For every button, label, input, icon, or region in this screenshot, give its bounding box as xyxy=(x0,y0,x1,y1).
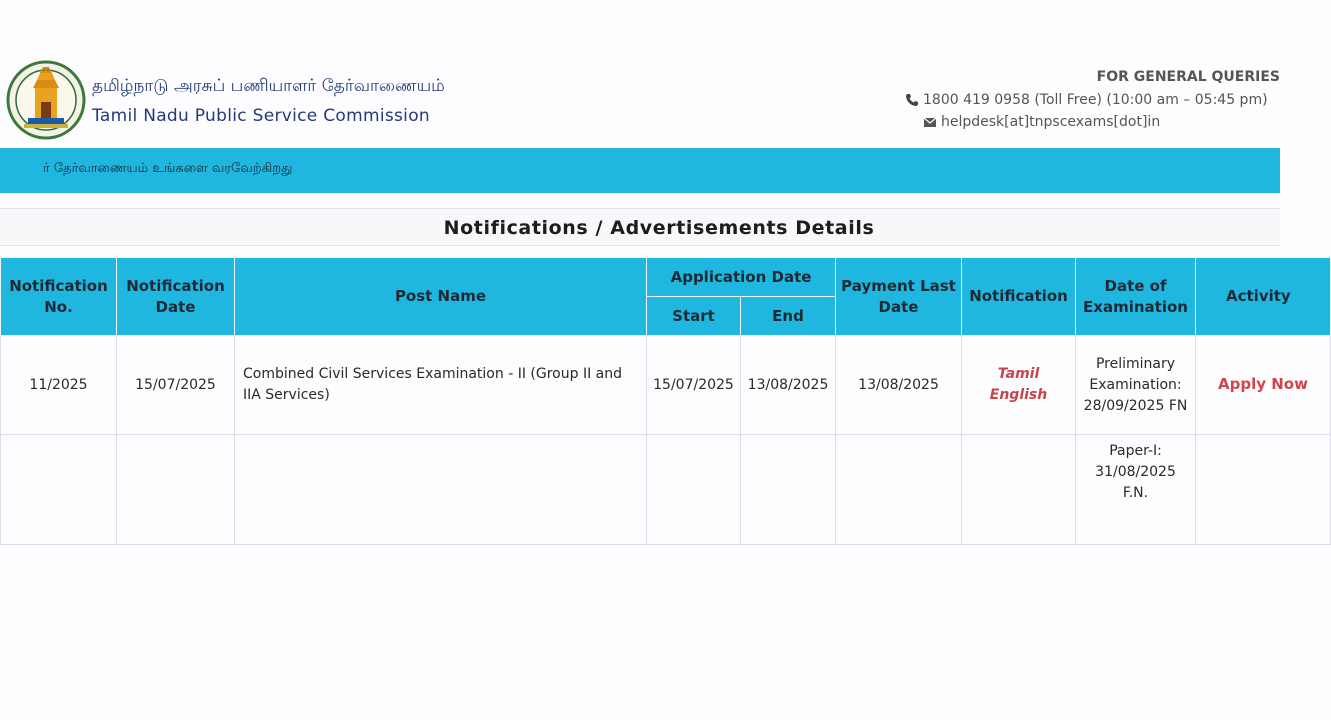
org-name-english: Tamil Nadu Public Service Commission xyxy=(92,106,430,126)
cell-activity xyxy=(1196,336,1331,435)
header-notification-no: Notification No. xyxy=(1,258,117,336)
org-name-tamil: தமிழ்நாடு அரசுப் பணியாளர் தேர்வாணையம் xyxy=(92,76,445,96)
header-notification: Notification xyxy=(962,258,1076,336)
welcome-marquee xyxy=(0,148,1280,193)
site-header xyxy=(0,0,1280,148)
notifications-table-container xyxy=(0,257,1308,502)
cell-start: 15/07/2025 xyxy=(647,336,741,435)
header-activity: Activity xyxy=(1196,258,1331,336)
cell-activity xyxy=(1196,435,1331,545)
contact-phone xyxy=(905,92,1268,108)
cell-notification xyxy=(962,435,1076,545)
cell-post-name xyxy=(235,435,647,545)
cell-notification-no xyxy=(1,435,117,545)
cell-payment-last-date: 13/08/2025 xyxy=(836,336,962,435)
header-end: End xyxy=(741,297,836,336)
apply-now-link[interactable]: Apply Now xyxy=(1218,375,1308,393)
header-start: Start xyxy=(647,297,741,336)
notifications-table xyxy=(0,257,1331,545)
header-application-date: Application Date xyxy=(647,258,836,297)
table-row xyxy=(1,435,1331,545)
cell-end xyxy=(741,435,836,545)
header-payment-last-date: Payment Last Date xyxy=(836,258,962,336)
header-date-of-examination: Date of Examination xyxy=(1076,258,1196,336)
section-header xyxy=(0,208,1280,246)
cell-notification-date xyxy=(117,435,235,545)
contact-phone-text[interactable]: 1800 419 0958 (Toll Free) (10:00 am – 05:45 pm) xyxy=(923,92,1268,108)
section-title: Notifications / Advertisements Details xyxy=(443,217,875,239)
notification-english-link[interactable]: English xyxy=(989,387,1048,403)
notification-tamil-link[interactable]: Tamil xyxy=(997,366,1040,382)
header-notification-date: Notification Date xyxy=(117,258,235,336)
cell-start xyxy=(647,435,741,545)
contact-title: FOR GENERAL QUERIES xyxy=(1096,69,1280,85)
phone-icon xyxy=(905,93,919,107)
cell-notification-no: 11/2025 xyxy=(1,336,117,435)
contact-email xyxy=(923,114,1160,130)
cell-date-of-examination: Paper-I: 31/08/2025 F.N. xyxy=(1076,435,1196,545)
table-row xyxy=(1,336,1331,435)
cell-payment-last-date xyxy=(836,435,962,545)
cell-post-name: Combined Civil Services Examination - II (Group II and IIA Services) xyxy=(235,336,647,435)
cell-notification-date: 15/07/2025 xyxy=(117,336,235,435)
marquee-text: ர் தேர்வாணையம் உங்களை வரவேற்கிறது xyxy=(43,161,293,176)
tn-emblem-logo[interactable] xyxy=(6,58,86,142)
cell-end: 13/08/2025 xyxy=(741,336,836,435)
contact-email-text[interactable]: helpdesk[at]tnpscexams[dot]in xyxy=(941,114,1161,130)
contact-info xyxy=(923,68,1280,138)
header-post-name: Post Name xyxy=(235,258,647,336)
cell-notification xyxy=(962,336,1076,435)
mail-icon xyxy=(923,115,937,129)
cell-date-of-examination: Preliminary Examination: 28/09/2025 FN xyxy=(1076,336,1196,435)
